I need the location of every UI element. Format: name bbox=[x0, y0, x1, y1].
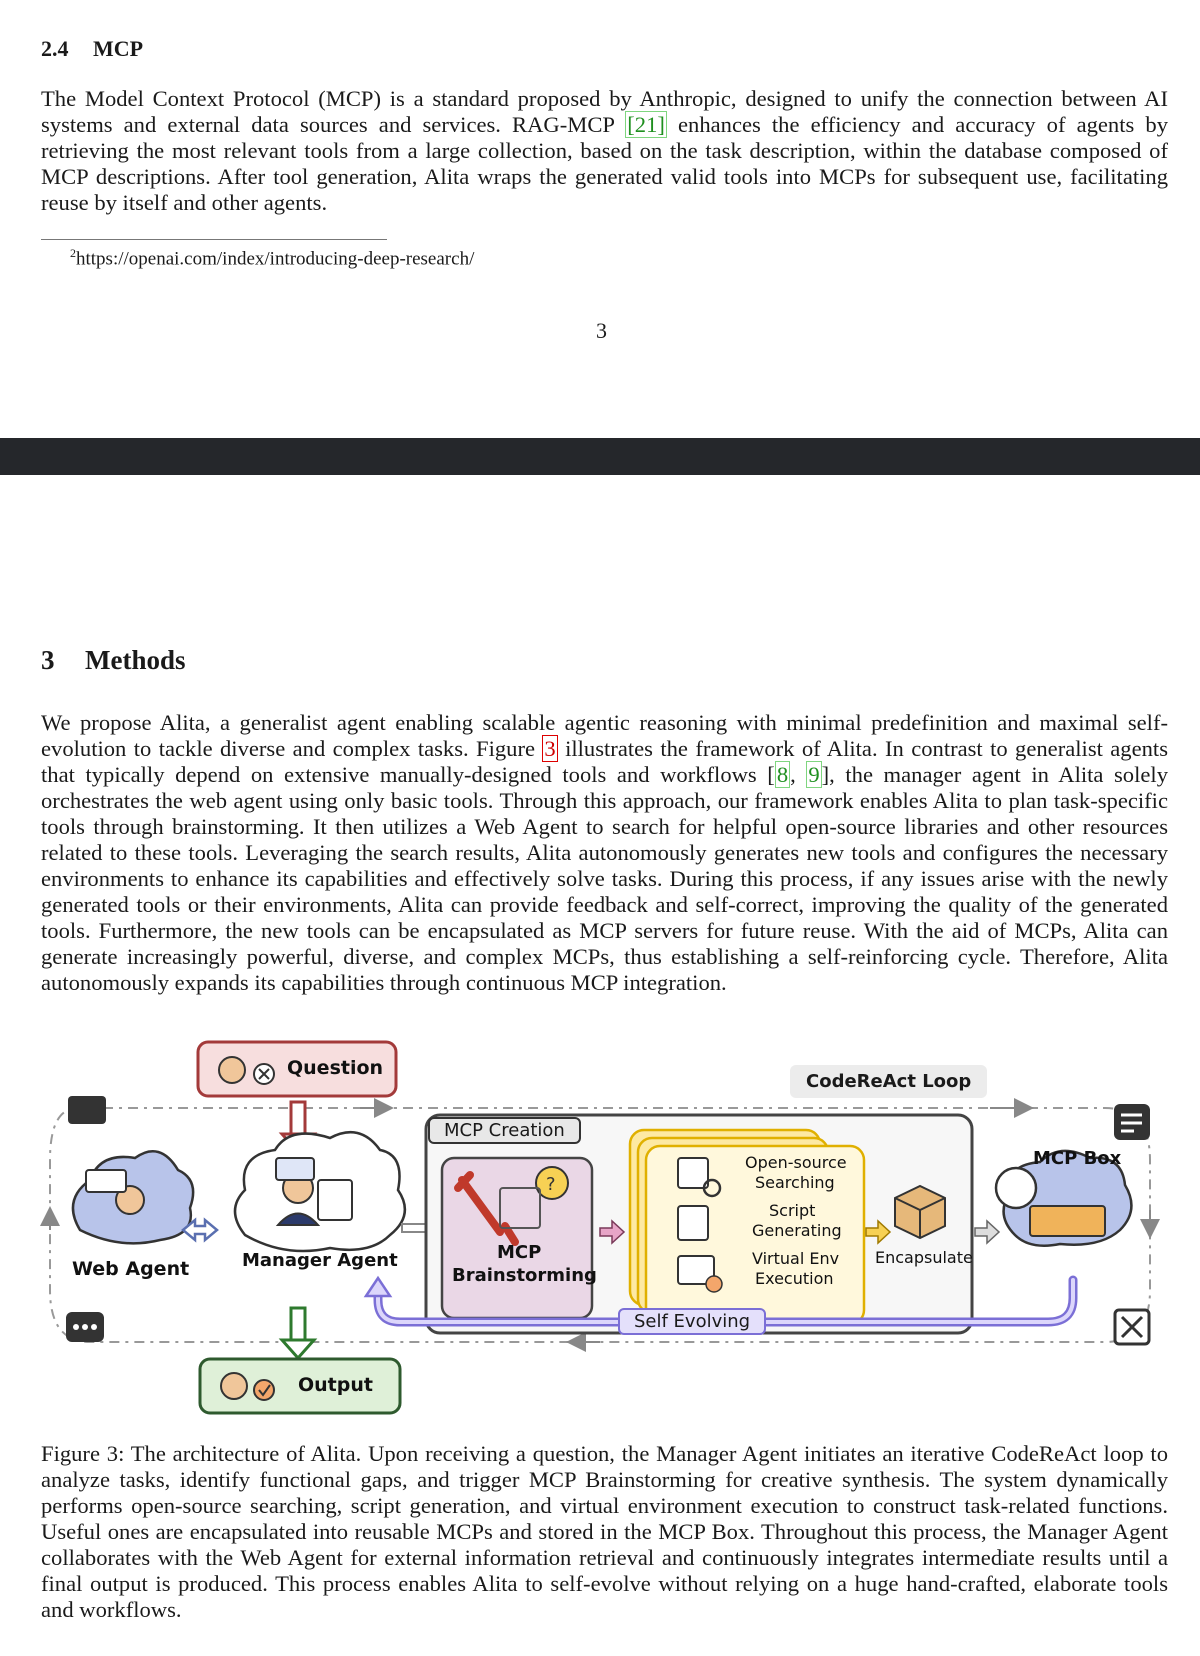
code-edit-icon bbox=[678, 1206, 708, 1240]
section-title: MCP bbox=[93, 36, 144, 61]
alita-architecture-figure bbox=[0, 1030, 1200, 1420]
script-label-line1: Script bbox=[769, 1201, 816, 1220]
mcp-logo-icon bbox=[996, 1168, 1036, 1208]
citation-link[interactable]: 8 bbox=[776, 762, 789, 787]
mcp-box-label: MCP Box bbox=[1033, 1148, 1122, 1169]
encapsulate-label: Encapsulate bbox=[875, 1248, 973, 1267]
figure-caption bbox=[41, 1441, 1168, 1623]
gray-arrow bbox=[975, 1221, 999, 1243]
manager-agent-label: Manager Agent bbox=[242, 1250, 398, 1271]
figure-reference-link[interactable]: 3 bbox=[544, 736, 556, 761]
mcp-brainstorming-label-line2: Brainstorming bbox=[452, 1265, 597, 1286]
toolbox-icon bbox=[1030, 1206, 1105, 1236]
page-number: 3 bbox=[596, 318, 607, 343]
footnote-url[interactable]: https://openai.com/index/introducing-deep-research/ bbox=[76, 248, 475, 270]
caption-label: Figure 3: bbox=[41, 1441, 125, 1466]
citation-link[interactable]: [21] bbox=[627, 112, 665, 137]
self-evolving-tag: Self Evolving bbox=[618, 1308, 766, 1335]
paragraph-text: We propose Alita, a generalist agent enabling scalable agentic reasoning with minimal predefinition and maximal self-evolution to tackle diverse and complex tasks. Figure bbox=[41, 710, 1168, 761]
section-heading-mcp bbox=[41, 36, 143, 62]
section-number: 2.4 bbox=[41, 36, 69, 61]
web-agent-label: Web Agent bbox=[72, 1258, 190, 1280]
mcp-creation-tag: MCP Creation bbox=[428, 1117, 581, 1144]
footnote-rule bbox=[41, 239, 387, 240]
svg-text:?: ? bbox=[546, 1174, 556, 1195]
mcp-brainstorming-label-line1: MCP bbox=[497, 1242, 542, 1263]
figure-graphics bbox=[0, 1030, 1200, 1420]
mcp-paragraph bbox=[41, 86, 1168, 216]
output-label: Output bbox=[298, 1374, 373, 1396]
person-check-icon bbox=[221, 1373, 247, 1399]
page-separator bbox=[0, 438, 1200, 475]
paragraph-text: enhances the efficiency and accuracy of agents by retrieving the most relevant tools from a large collection, based on the task description, within the database composed of MCP descriptions. After tool generation, Alita wraps the generated valid tools into MCPs for subsequent use, facilitating reuse by itself and other agents. bbox=[41, 112, 1168, 215]
footnote-mark: 2 bbox=[70, 246, 76, 260]
venv-label-line2: Execution bbox=[755, 1269, 834, 1288]
open-source-label-line2: Searching bbox=[755, 1173, 835, 1192]
section-title: Methods bbox=[85, 645, 186, 675]
person-question-icon bbox=[219, 1057, 245, 1083]
question-label: Question bbox=[287, 1057, 384, 1079]
paragraph-text: , the manager agent in Alita solely orchestrates the web agent using only basic tools. Through this approach, our framework enables Alita to plan task-specific tools through brainstorming. It then utilizes a Web Agent to search for helpful open-source libraries and other resources related to these tools. Leveraging the search results, Alita autonomously generates new tools and configures the necessary environments to enhance its capabilities and effectively solve tasks. During this process, if any issues arise with the newly generated tools or their environments, Alita can provide feedback and self-correct, improving the quality of the generated tools. Furthermore, the new tools can be encapsulated as MCP servers for future reuse. With the aid of MCPs, Alita can generate increasingly powerful, diverse, and complex MCPs, thus establishing a self-reinforcing cycle. Therefore, Alita autonomously expands its capabilities through continuous MCP integration. bbox=[41, 762, 1168, 995]
open-source-label-line1: Open-source bbox=[745, 1153, 847, 1172]
citation-link[interactable]: 9 bbox=[808, 762, 820, 787]
methods-paragraph: We propose Alita, a generalist agent enabling scalable agentic reasoning with minimal predefinition and maximal self-evolution to tackle diverse and complex tasks. Figure 3 illustrates the framework of Alita. In contrast to generalist agents that typically depend on extensive manually-designed tools and workflows [8, 9], the manager agent in Alita solely orchestrates the web agent using only basic tools. Through this approach, our framework enables Alita to plan task-specific tools through brainstorming. It then utilizes a Web Agent to search for helpful open-source libraries and other resources related to these tools. Leveraging the search results, Alita autonomously generates new tools and configures the necessary environments to enhance its capabilities and effectively solve tasks. During this process, if any issues arise with the newly generated tools or their environments, Alita can provide feedback and self-correct, improving the quality of the generated tools. Furthermore, the new tools can be encapsulated as MCP servers for future reuse. With the aid of MCPs, Alita can generate increasingly powerful, diverse, and complex MCPs, thus establishing a self-reinforcing cycle. Therefore, Alita autonomously expands its capabilities through continuous MCP integration. bbox=[41, 710, 1168, 995]
script-label-line2: Generating bbox=[752, 1221, 842, 1240]
paragraph-text: illustrates the framework of Alita. In contrast to generalist agents that typically depend on extensive manually-designed tools and workflows bbox=[41, 736, 1168, 787]
venv-label-line1: Virtual Env bbox=[752, 1249, 840, 1268]
caption-text: The architecture of Alita. Upon receiving a question, the Manager Agent initiates an iterative CodeReAct loop to analyze tasks, identify functional gaps, and trigger MCP Brainstorming for creative synthesis. The system dynamically performs open-source searching, script generation, and virtual environment execution to construct task-related functions. Useful ones are encapsulated into reusable MCPs and stored in the MCP Box. Throughout this process, the Manager Agent collaborates with the Web Agent for external information retrieval and continuously integrates intermediate results until a final output is produced. This process enables Alita to self-evolve without relying on a huge hand-crafted, elaborate tools and workflows. bbox=[41, 1441, 1168, 1622]
section-number: 3 bbox=[41, 645, 55, 675]
chip-icon bbox=[68, 1096, 106, 1124]
citation-separator: , bbox=[790, 762, 807, 787]
paragraph-text: The Model Context Protocol (MCP) is a standard proposed by Anthropic, designed to unify the connection between AI systems and external data sources and services. RAG-MCP bbox=[41, 86, 1168, 137]
section-heading-methods bbox=[41, 645, 186, 676]
github-search-icon bbox=[678, 1158, 708, 1188]
footnote bbox=[70, 246, 474, 270]
codereact-loop-tag: CodeReAct Loop bbox=[790, 1065, 987, 1098]
